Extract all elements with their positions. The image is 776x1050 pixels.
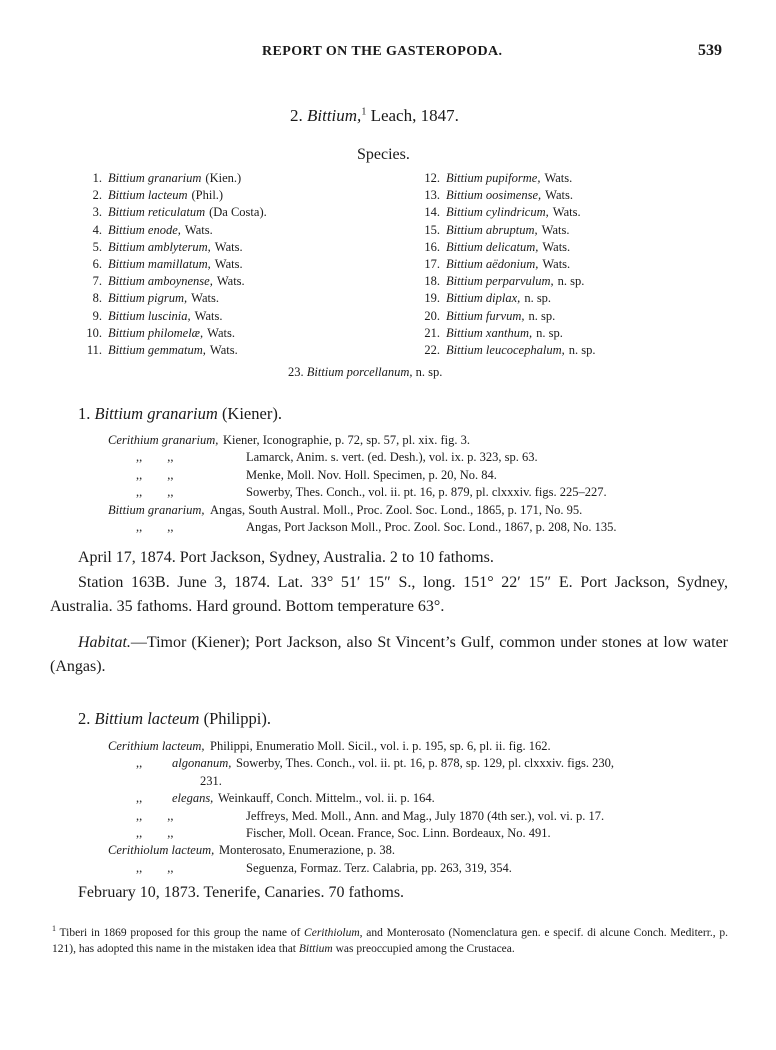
species-item xyxy=(414,187,595,204)
species-author: Wats. xyxy=(184,222,213,237)
species-item xyxy=(414,239,595,256)
species-item xyxy=(414,222,595,239)
species-number: 17. xyxy=(424,257,440,272)
footnote xyxy=(52,921,728,957)
species-number: 22. xyxy=(424,343,440,358)
species-name: Bittium porcellanum, xyxy=(306,365,413,379)
species-item xyxy=(414,204,595,221)
species-list-left xyxy=(76,170,267,359)
species-name: Bittium luscinia, xyxy=(108,308,191,323)
habitat-paragraph xyxy=(50,631,728,679)
species-number: 3. xyxy=(92,205,102,220)
species-item xyxy=(414,170,595,187)
species-author: Wats. xyxy=(194,308,223,323)
footnote-genus: Cerithiolum, xyxy=(304,926,363,939)
station-record-163b: Station 163B. June 3, 1874. Lat. 33° 51′ 15″ S., long. 151° 22′ 15″ E. Port Jackson, Sydney, Australia. 35 fathoms. Hard ground. Bottom temperature 63°. xyxy=(50,574,728,615)
habitat-label: Habitat. xyxy=(78,634,131,651)
entry-title-2 xyxy=(78,709,271,729)
species-author: Wats. xyxy=(552,205,581,220)
species-author: Wats. xyxy=(542,257,571,272)
species-author: Wats. xyxy=(191,291,219,306)
synonym-reference: Sowerby, Thes. Conch., vol. ii. pt. 16, p. 879, pl. clxxxiv. figs. 225–227. xyxy=(246,485,607,500)
synonym-reference: Menke, Moll. Nov. Holl. Specimen, p. 20, No. 84. xyxy=(246,467,497,482)
species-item xyxy=(414,325,595,342)
species-author: n. sp. xyxy=(568,343,596,358)
species-name: Bittium pigrum, xyxy=(108,291,188,306)
species-item xyxy=(76,204,267,221)
species-name: Bittium xanthum, xyxy=(446,325,533,340)
species-number: 6. xyxy=(92,257,102,272)
species-author: Wats. xyxy=(542,239,571,254)
species-item xyxy=(414,256,595,273)
entry-number: 1. xyxy=(78,404,91,423)
species-number: 7. xyxy=(92,274,102,289)
species-number: 19. xyxy=(424,291,440,306)
species-author: Wats. xyxy=(214,239,243,254)
species-number: 23. xyxy=(288,365,304,379)
species-number: 8. xyxy=(92,291,102,306)
species-number: 14. xyxy=(424,205,440,220)
species-number: 13. xyxy=(424,188,440,203)
species-name: Bittium cylindricum, xyxy=(446,205,549,220)
species-name: Bittium mamillatum, xyxy=(108,257,211,272)
species-list-right xyxy=(414,170,595,359)
station-record: February 10, 1873. Tenerife, Canaries. 70 fathoms. xyxy=(78,884,405,901)
species-name: Bittium pupiforme, xyxy=(446,171,541,185)
entry-name: Bittium lacteum xyxy=(94,709,200,728)
species-number: 15. xyxy=(424,222,440,237)
species-author: (Phil.) xyxy=(191,188,224,203)
synonym-name: Bittium granarium, xyxy=(108,502,205,517)
species-item xyxy=(76,342,267,359)
species-name: Bittium perparvulum, xyxy=(446,274,554,289)
ditto-marks: ,, ,, xyxy=(136,450,174,465)
species-name: Bittium leucocephalum, xyxy=(446,343,565,358)
species-item xyxy=(76,308,267,325)
footnote-genus: Bittium xyxy=(298,942,333,955)
genus-number: 2. xyxy=(290,106,303,125)
species-number: 16. xyxy=(424,239,440,254)
synonym-name: elegans, xyxy=(172,791,214,806)
footnote-mark: 1 xyxy=(361,106,367,118)
ditto-marks: ,, ,, xyxy=(136,808,174,823)
species-author: (Kien.) xyxy=(205,171,242,185)
species-name: Bittium enode, xyxy=(108,222,181,237)
species-author: Wats. xyxy=(545,188,573,203)
species-item-23 xyxy=(288,365,442,380)
footnote-text: was preoccupied among the Crustacea. xyxy=(332,942,515,955)
station-record: April 17, 1874. Port Jackson, Sydney, Australia. 2 to 10 fathoms. xyxy=(78,549,494,566)
ditto-marks: ,, ,, xyxy=(136,519,174,534)
species-number: 10. xyxy=(86,325,102,340)
synonym-reference: Weinkauff, Conch. Mittelm., vol. ii. p. 164. xyxy=(218,791,435,806)
species-name: Bittium diplax, xyxy=(446,291,521,306)
species-item xyxy=(76,222,267,239)
synonym-reference: Sowerby, Thes. Conch., vol. ii. pt. 16, p. 878, sp. 129, pl. clxxxiv. figs. 230, xyxy=(236,756,614,771)
species-number: 4. xyxy=(92,222,102,237)
synonym-reference: Monterosato, Enumerazione, p. 38. xyxy=(219,843,395,858)
species-item xyxy=(76,325,267,342)
species-author: (Da Costa). xyxy=(209,205,267,220)
ditto-marks: ,, xyxy=(136,756,143,771)
synonym-name: Cerithium lacteum, xyxy=(108,739,205,753)
synonym-reference: Angas, South Austral. Moll., Proc. Zool. Soc. Lond., 1865, p. 171, No. 95. xyxy=(210,502,583,517)
species-author: n. sp. xyxy=(557,274,585,289)
entry-number: 2. xyxy=(78,709,91,728)
species-heading: Species. xyxy=(357,146,410,163)
species-author: n. sp. xyxy=(415,365,443,379)
species-number: 5. xyxy=(92,239,102,254)
entry-author: (Kiener). xyxy=(221,404,282,423)
synonym-reference: Seguenza, Formaz. Terz. Calabria, pp. 263, 319, 354. xyxy=(246,860,512,875)
synonym-name: algonanum, xyxy=(172,756,232,771)
species-item xyxy=(76,290,267,307)
species-name: Bittium oosimense, xyxy=(446,188,542,203)
species-author: Wats. xyxy=(216,274,245,289)
ditto-marks: ,, ,, xyxy=(136,467,174,482)
entry-title-1 xyxy=(78,404,282,424)
species-number: 11. xyxy=(86,343,102,358)
species-item xyxy=(414,290,595,307)
genus-title xyxy=(290,106,459,126)
genus-name: Bittium, xyxy=(307,106,362,125)
species-author: Wats. xyxy=(541,222,570,237)
entry-author: (Philippi). xyxy=(203,709,271,728)
species-name: Bittium reticulatum xyxy=(108,205,206,220)
ditto-marks: ,, ,, xyxy=(136,860,174,875)
species-name: Bittium abruptum, xyxy=(446,222,538,237)
entry-name: Bittium granarium xyxy=(94,404,218,423)
species-number: 2. xyxy=(92,188,102,203)
running-title: REPORT ON THE GASTEROPODA. xyxy=(262,44,503,59)
species-number: 9. xyxy=(92,308,102,323)
species-number: 12. xyxy=(424,171,440,185)
species-author: Wats. xyxy=(214,257,243,272)
species-item xyxy=(76,256,267,273)
species-name: Bittium aëdonium, xyxy=(446,257,539,272)
species-number: 1. xyxy=(92,171,102,185)
synonym-reference: Angas, Port Jackson Moll., Proc. Zool. Soc. Lond., 1867, p. 208, No. 135. xyxy=(246,519,617,534)
ditto-marks: ,, ,, xyxy=(136,825,174,840)
synonym-reference: 231. xyxy=(200,773,222,788)
species-item xyxy=(76,187,267,204)
species-author: n. sp. xyxy=(536,325,563,340)
species-name: Bittium philomelæ, xyxy=(108,325,204,340)
species-name: Bittium amboynense, xyxy=(108,274,213,289)
species-item xyxy=(414,342,595,359)
species-item xyxy=(414,273,595,290)
species-item xyxy=(414,308,595,325)
species-number: 18. xyxy=(424,274,440,289)
species-item xyxy=(76,239,267,256)
species-number: 21. xyxy=(424,325,440,340)
synonym-reference: Lamarck, Anim. s. vert. (ed. Desh.), vol. ix. p. 323, sp. 63. xyxy=(246,450,538,465)
synonym-reference: Kiener, Iconographie, p. 72, sp. 57, pl. xix. fig. 3. xyxy=(223,433,471,447)
species-name: Bittium gemmatum, xyxy=(108,343,206,358)
synonym-reference: Jeffreys, Med. Moll., Ann. and Mag., July 1870 (4th ser.), vol. vi. p. 17. xyxy=(246,808,605,823)
genus-author: Leach, 1847. xyxy=(370,106,459,125)
habitat-text: —Timor (Kiener); Port Jackson, also St Vincent’s Gulf, common under stones at low water (Angas). xyxy=(50,634,728,675)
species-item xyxy=(76,170,267,187)
species-item xyxy=(76,273,267,290)
synonym-name: Cerithiolum lacteum, xyxy=(108,843,215,858)
synonym-reference: Philippi, Enumeratio Moll. Sicil., vol. i. p. 195, sp. 6, pl. ii. fig. 162. xyxy=(210,739,551,753)
page-number: 539 xyxy=(698,42,722,59)
species-name: Bittium granarium xyxy=(108,171,202,185)
species-name: Bittium furvum, xyxy=(446,308,525,323)
footnote-text: Tiberi in 1869 proposed for this group the name of xyxy=(59,926,305,939)
species-author: Wats. xyxy=(207,325,235,340)
species-author: n. sp. xyxy=(528,308,556,323)
species-author: Wats. xyxy=(209,343,238,358)
species-name: Bittium delicatum, xyxy=(446,239,539,254)
synonym-name: Cerithium granarium, xyxy=(108,433,219,447)
species-name: Bittium amblyterum, xyxy=(108,239,211,254)
species-author: Wats. xyxy=(544,171,573,185)
species-author: n. sp. xyxy=(524,291,552,306)
species-name: Bittium lacteum xyxy=(108,188,188,203)
synonym-reference: Fischer, Moll. Ocean. France, Soc. Linn. Bordeaux, No. 491. xyxy=(246,825,551,840)
footnote-mark: 1 xyxy=(52,924,56,933)
species-number: 20. xyxy=(424,308,440,323)
ditto-marks: ,, xyxy=(136,791,143,806)
ditto-marks: ,, ,, xyxy=(136,485,174,500)
footnote-text: and Monterosato (Nomenclatura gen. e specif. di alcune Conch. Mediterr., p. 121), has adopted this name in the mistaken idea that xyxy=(52,926,729,955)
